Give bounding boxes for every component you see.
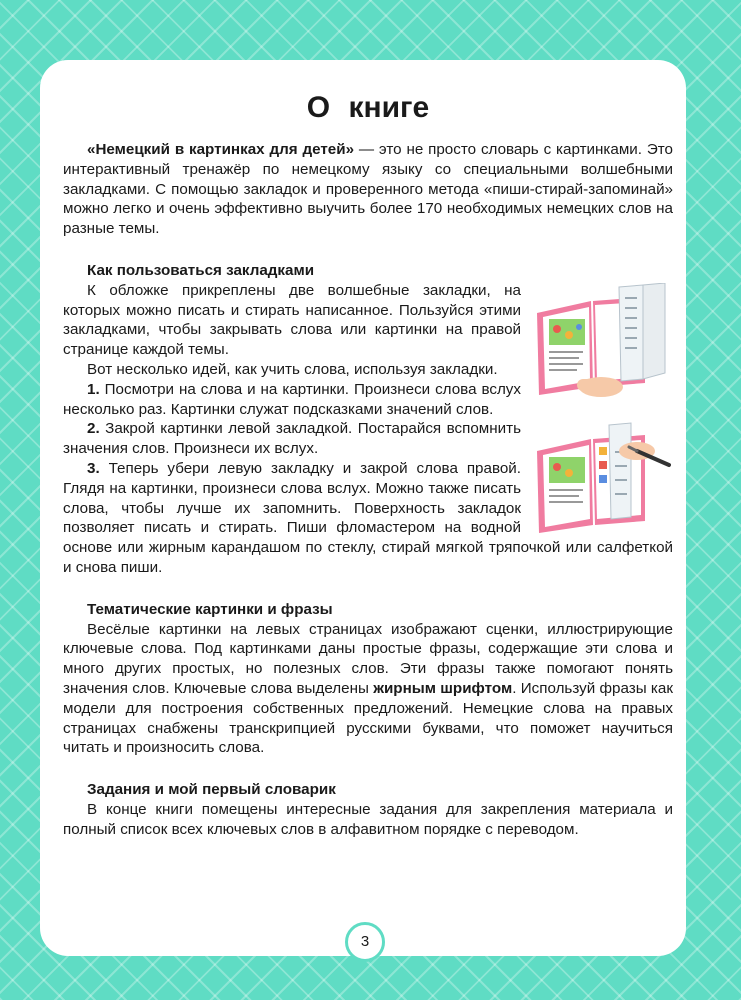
book-with-bookmark-and-hand-illustration [533, 283, 671, 401]
step-2-text: Закрой картинки левой закладкой. Постарайся вспомнить значения слов. Произнеси их вслух. [63, 420, 521, 458]
step-3-text: Теперь убери левую закладку и закрой слова правой. Глядя на картинки, произнеси слова вслух. Можно также писать слова, чтобы лучше их запомнить. Поверхность закладок позволяет писать и стирать. Пиши фломастером на водной основе или жирным карандашом по стеклу, стирай мягкой тряпочкой или салфеткой и снова пиши. [63, 459, 673, 576]
bookmarks-section [63, 281, 673, 578]
step-3-number: 3. [87, 459, 100, 477]
heading-tasks: Задания и мой первый словарик [87, 781, 336, 799]
tasks-paragraph: В конце книги помещены интересные задания для закрепления материала и полный список всех ключевых слов в алфавитном порядке с переводом. [63, 800, 673, 838]
book-with-marker-illustration [533, 421, 671, 539]
intro-text: — это не просто словарь с картинками. Это интерактивный тренажёр по немецкому языку со специальными волшебными закладками. С помощью закладок и проверенного метода «пиши-стирай-запоминай» можно легко и очень эффективно выучить более 170 необходимых немецких слов на разные темы. [63, 141, 673, 238]
heading-themes: Тематические картинки и фразы [87, 600, 333, 618]
themes-text-b: . Используй фразы как модели для построения собственных предложений. Немецкие слова на правых страницах снабжены транскрипцией русскими буквами, что поможет научиться читать и произносить слова. [63, 679, 673, 757]
step-2-number: 2. [87, 420, 100, 438]
themes-text-a: Весёлые картинки на левых страницах изображают сценки, иллюстрирующие ключевые слова. Под картинками даны простые фразы, содержащие эти слова и много других простых, но полезных слов. Эти фразы также помогают понять значения слов. Ключевые слова выделены [63, 620, 673, 697]
themes-bold-phrase: жирным шрифтом [373, 679, 513, 697]
step-1-text: Посмотри на слова и на картинки. Произнеси слова вслух несколько раз. Картинки служат подсказками значений слов. [63, 380, 521, 418]
page-content [63, 90, 673, 840]
heading-bookmarks: Как пользоваться закладками [87, 261, 315, 279]
bookmarks-paragraph-2: Вот несколько идей, как учить слова, используя закладки. [87, 360, 498, 378]
bookmark-illustrations [533, 283, 673, 537]
intro-paragraph [63, 140, 673, 239]
book-title-bold: «Немецкий в картинках для детей» [87, 141, 355, 158]
step-1-number: 1. [87, 380, 100, 398]
themes-paragraph [63, 620, 673, 759]
page-number: 3 [345, 922, 385, 962]
bookmarks-paragraph-1: К обложке прикреплены две волшебные закладки, на которых можно писать и стирать написанное. Пользуйся этими закладками, чтобы закрывать слова или картинки на правой странице каждой темы. [63, 281, 521, 359]
page-title: О книге [306, 91, 430, 124]
